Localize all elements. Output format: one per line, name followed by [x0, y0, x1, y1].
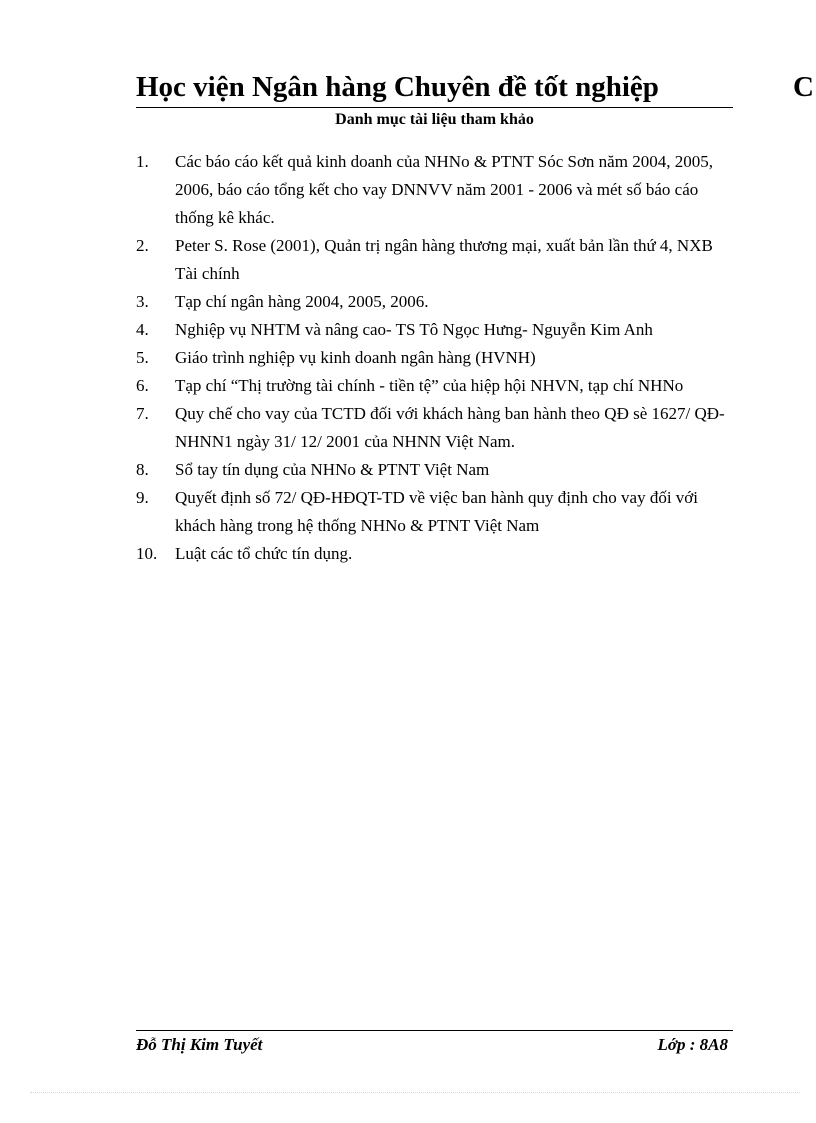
reference-item: [136, 344, 726, 372]
reference-text: Quyết định số 72/ QĐ-HĐQT-TD về việc ban hành quy định cho vay đối với khách hàng trong hệ thống NHNo & PTNT Việt Nam: [175, 488, 698, 535]
reference-number: 1.: [136, 152, 149, 171]
footer-divider: [136, 1030, 733, 1031]
header-divider: [136, 107, 733, 108]
reference-number: 8.: [136, 460, 149, 479]
reference-text: Nghiệp vụ NHTM và nâng cao- TS Tô Ngọc Hưng- Nguyễn Kim Anh: [175, 320, 653, 339]
reference-text: Luật các tổ chức tín dụng.: [175, 544, 353, 563]
page-bottom-dotted-line: [30, 1092, 800, 1093]
reference-text: Peter S. Rose (2001), Quản trị ngân hàng thương mại, xuất bản lần thứ 4, NXB Tài chính: [175, 236, 713, 283]
footer-class-label: Lớp : 8A8: [657, 1035, 728, 1054]
reference-number: 10.: [136, 544, 158, 563]
reference-text: Quy chế cho vay của TCTD đối với khách hàng ban hành theo QĐ sè 1627/ QĐ-NHNN1 ngày 31/ 12/ 2001 của NHNN Việt Nam.: [175, 404, 725, 451]
reference-number: 7.: [136, 404, 149, 423]
reference-text: Giáo trình nghiệp vụ kinh doanh ngân hàng (HVNH): [175, 348, 536, 367]
reference-text: Các báo cáo kết quả kinh doanh của NHNo & PTNT Sóc Sơn năm 2004, 2005, 2006, báo cáo tổng kết cho vay DNNVV năm 2001 - 2006 và mét số báo cáo thống kê khác.: [175, 152, 713, 227]
footer-author: Đỗ Thị Kim Tuyết: [136, 1035, 263, 1054]
reference-number: 6.: [136, 376, 149, 395]
reference-number: 5.: [136, 348, 149, 367]
section-title: Danh mục tài liệu tham khảo: [335, 111, 534, 128]
reference-item: [136, 400, 726, 456]
reference-item: [136, 316, 726, 344]
page-header-title: Học viện Ngân hàng Chuyên đề tốt nghiệp: [136, 71, 659, 103]
reference-number: 3.: [136, 292, 149, 311]
reference-item: [136, 288, 726, 316]
reference-text: Tạp chí ngân hàng 2004, 2005, 2006.: [175, 292, 429, 311]
reference-item: [136, 372, 726, 400]
reference-item: [136, 148, 726, 232]
reference-number: 4.: [136, 320, 149, 339]
reference-number: 9.: [136, 488, 149, 507]
reference-item: [136, 540, 726, 568]
reference-item: [136, 456, 726, 484]
reference-item: [136, 484, 726, 540]
reference-item: [136, 232, 726, 288]
reference-text: Tạp chí “Thị trường tài chính - tiền tệ” của hiệp hội NHVN, tạp chí NHNo: [175, 376, 684, 395]
reference-text: Sổ tay tín dụng của NHNo & PTNT Việt Nam: [175, 460, 490, 479]
page-header-overflow-text: C: [793, 71, 814, 103]
reference-list: [136, 148, 726, 568]
reference-number: 2.: [136, 236, 149, 255]
